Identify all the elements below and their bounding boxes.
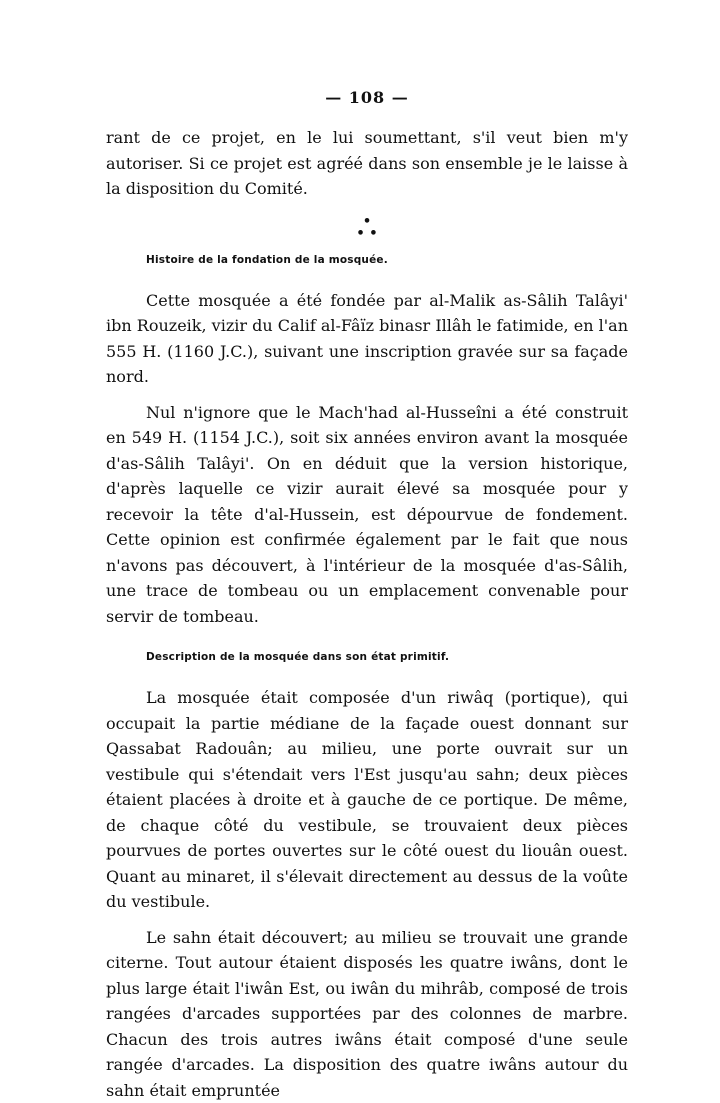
- paragraph-mashhad: Nul n'ignore que le Mach'had al-Husseîni a été construit en 549 H. (1154 J.C.), soit six années environ avant la mosquée d'as-Sâlih Talâyi'. On en déduit que la version historique, d'après laquelle ce vizir aurait élevé sa mosquée pour y recevoir la tête d'al-Hussein, est dépourvue de fondement. Cette opinion est confirmée également par le fait que nous n'avons pas découvert, à l'intérieur de la mosquée d'as-Sâlih, une trace de tombeau ou un emplacement convenable pour servir de tombeau.: [106, 400, 628, 630]
- section-heading-history: Histoire de la fondation de la mosquée.: [146, 254, 628, 266]
- separator-top: •: [106, 216, 628, 228]
- paragraph-foundation: Cette mosquée a été fondée par al-Malik as-Sâlih Talâyi' ibn Rouzeik, vizir du Calif al-Fâïz binasr Illâh le fatimide, en l'an 555 H. (1160 J.C.), suivant une inscription gravée sur sa façade nord.: [106, 288, 628, 390]
- page-number: — 108 —: [106, 88, 628, 107]
- section-separator: [106, 216, 628, 240]
- paragraph-riwaq: La mosquée était composée d'un riwâq (portique), qui occupait la partie médiane de la façade ouest donnant sur Qassabat Radouân; au milieu, une porte ouvrait sur un vestibule qui s'étendait vers l'Est jusqu'au sahn; deux pièces étaient placées à droite et à gauche de ce portique. De même, de chaque côté du vestibule, se trouvaient deux pièces pourvues de portes ouvertes sur le côté ouest du liouân ouest. Quant au minaret, il s'élevait directement au dessus de la voûte du vestibule.: [106, 685, 628, 915]
- lead-paragraph: rant de ce projet, en le lui soumettant, s'il veut bien m'y autoriser. Si ce projet est agréé dans son ensemble je le laisse à la disposition du Comité.: [106, 125, 628, 202]
- paragraph-sahn: Le sahn était découvert; au milieu se trouvait une grande citerne. Tout autour étaient disposés les quatre iwâns, dont le plus large était l'iwân Est, ou iwân du mihrâb, composé de trois rangées d'arcades supportées par des colonnes de marbre. Chacun des trois autres iwâns était composé d'une seule rangée d'arcades. La disposition des quatre iwâns autour du sahn était empruntée: [106, 925, 628, 1103]
- separator-bottom: • •: [106, 228, 628, 240]
- section-heading-description: Description de la mosquée dans son état primitif.: [146, 651, 628, 663]
